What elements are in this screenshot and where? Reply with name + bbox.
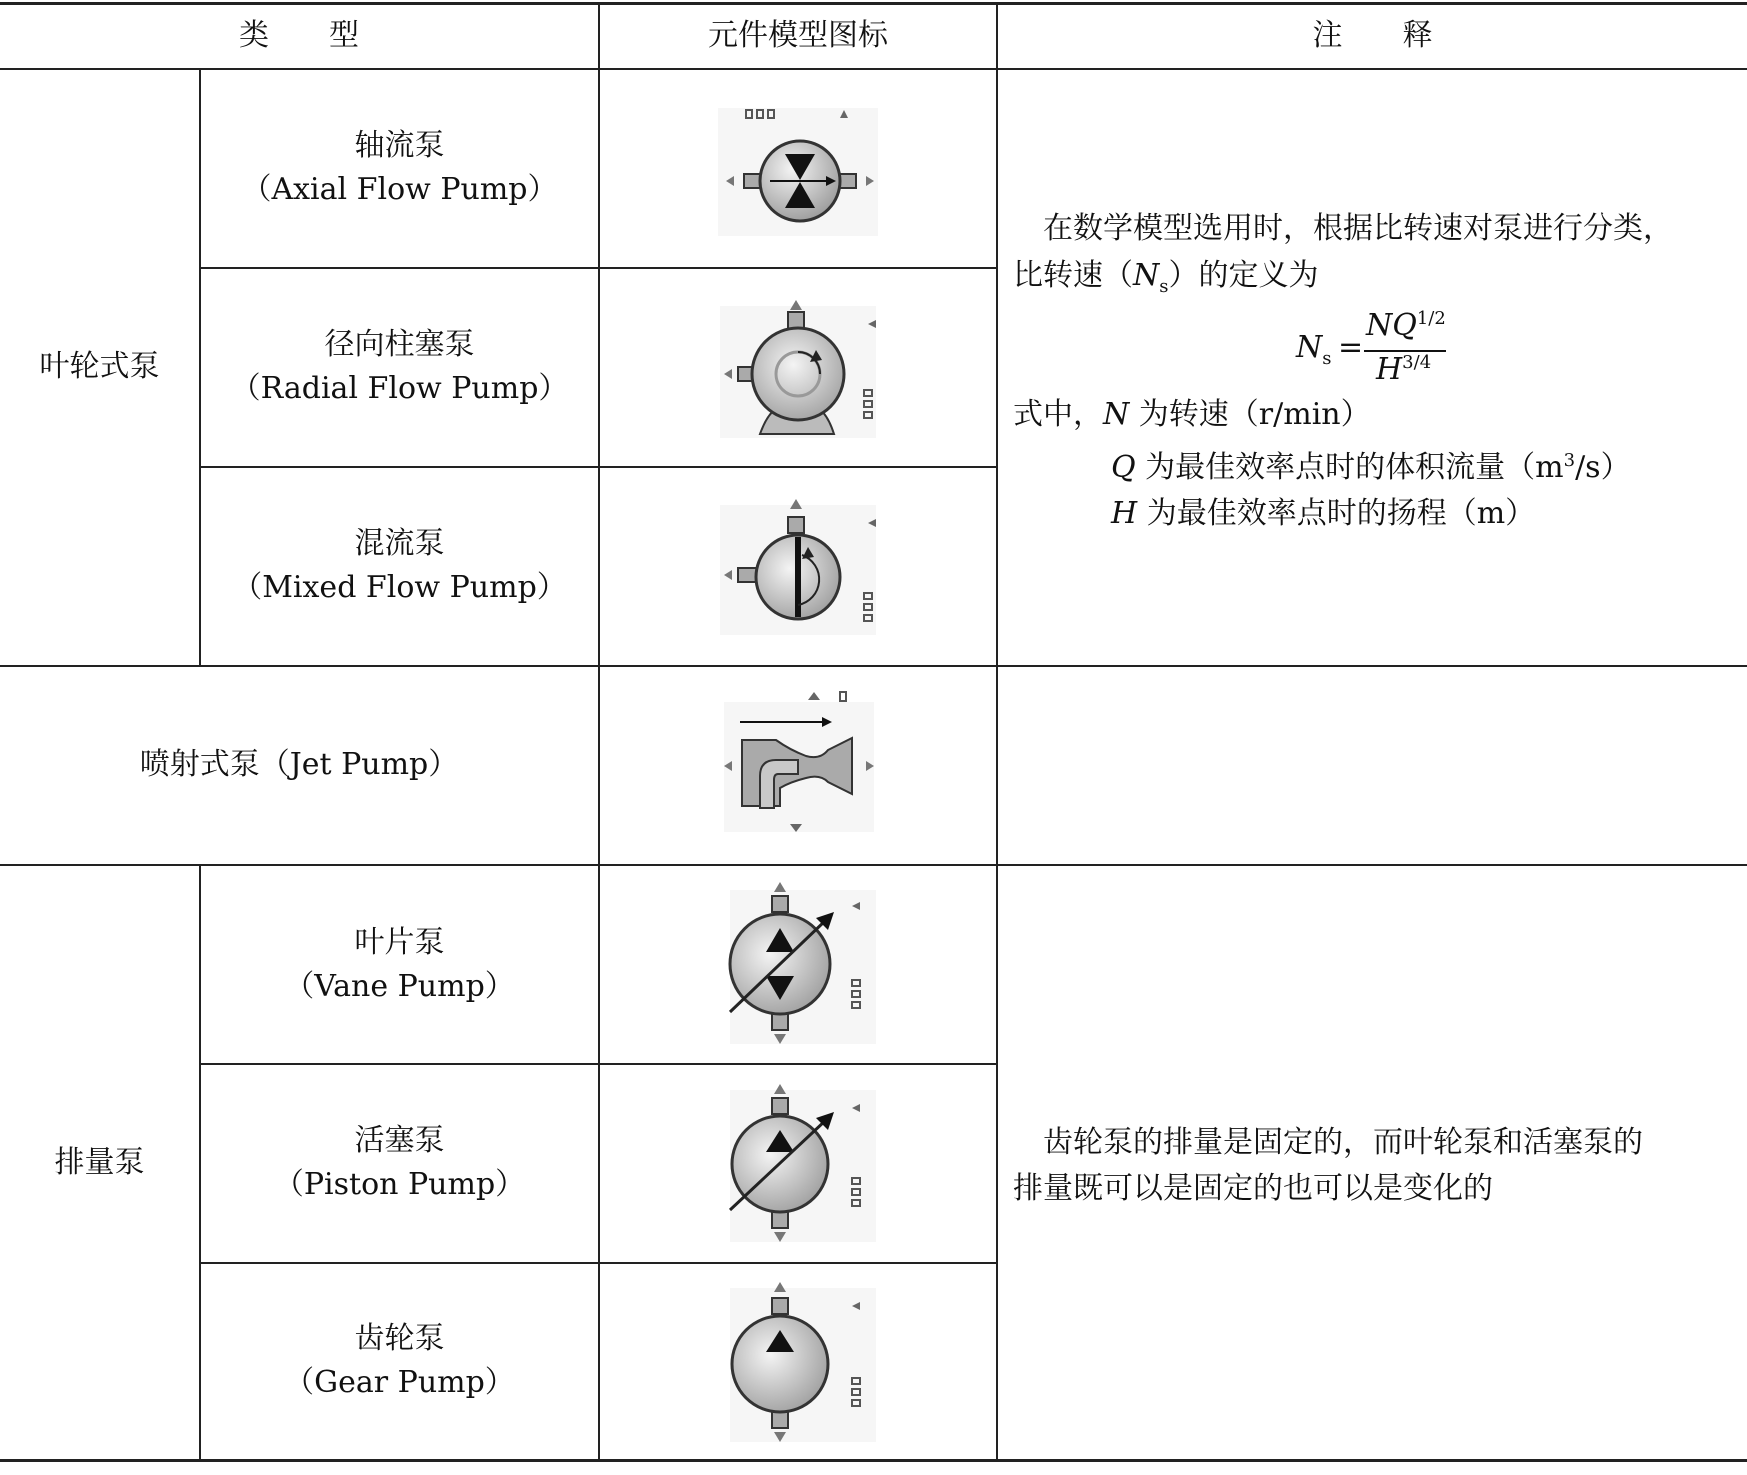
gear-pump-icon [718,1278,884,1446]
note-line: 排量既可以是固定的也可以是变化的 [1013,1171,1493,1206]
note-impeller-text [1013,205,1743,310]
radial-flow-pump-icon [710,296,880,440]
pump-name-axial: 轴流泵 （Axial Flow Pump） [241,128,558,207]
pump-name-jet: 喷射式泵（Jet Pump） [139,747,459,782]
note-line: Q 为最佳效率点时的体积流量$(m^3/s)$ [1111,450,1631,485]
pump-name-vane: 叶片泵 （Vane Pump） [284,924,515,1004]
header-note: 注 释 [1312,18,1433,53]
header-icon: 元件模型图标 [708,18,888,53]
group-displacement-pump: 排量泵 [54,1145,145,1180]
pump-name-radial: 径向柱塞泵 （Radial Flow Pump） [230,327,569,406]
piston-pump-icon [718,1080,884,1246]
header-type: 类 型 [239,18,359,53]
note-line: 式中，N 为转速（r/min） [1013,397,1371,432]
jet-pump-icon [720,690,880,840]
table-bottom-rule [0,1459,1747,1462]
note-line: 比转速$(N_s)$的定义为 [1013,258,1319,297]
note-displacement-text [1013,1120,1743,1212]
note-impeller-definitions [1013,392,1743,537]
pump-name-mixed: 混流泵 （Mixed Flow Pump） [232,526,567,605]
col-rule [996,4,998,1460]
mixed-flow-pump-icon [710,495,880,637]
col-rule [598,4,600,1460]
note-line: H 为最佳效率点时的扬程（m） [1111,496,1536,531]
pump-name-piston: 活塞泵 （Piston Pump） [273,1123,526,1202]
axial-flow-pump-icon [710,98,880,238]
pump-name-gear: 齿轮泵 （Gear Pump） [284,1321,515,1400]
note-line: 在数学模型选用时，根据比转速对泵进行分类， [1043,211,1673,246]
note-line: 齿轮泵的排量是固定的，而叶轮泵和活塞泵的 [1043,1125,1643,1160]
vane-pump-icon [718,878,884,1048]
specific-speed-formula: $N_s$ = $NQ^{1/2}$ $H^{3/4}$ [1296,308,1446,387]
group-impeller-pump: 叶轮式泵 [39,349,160,384]
